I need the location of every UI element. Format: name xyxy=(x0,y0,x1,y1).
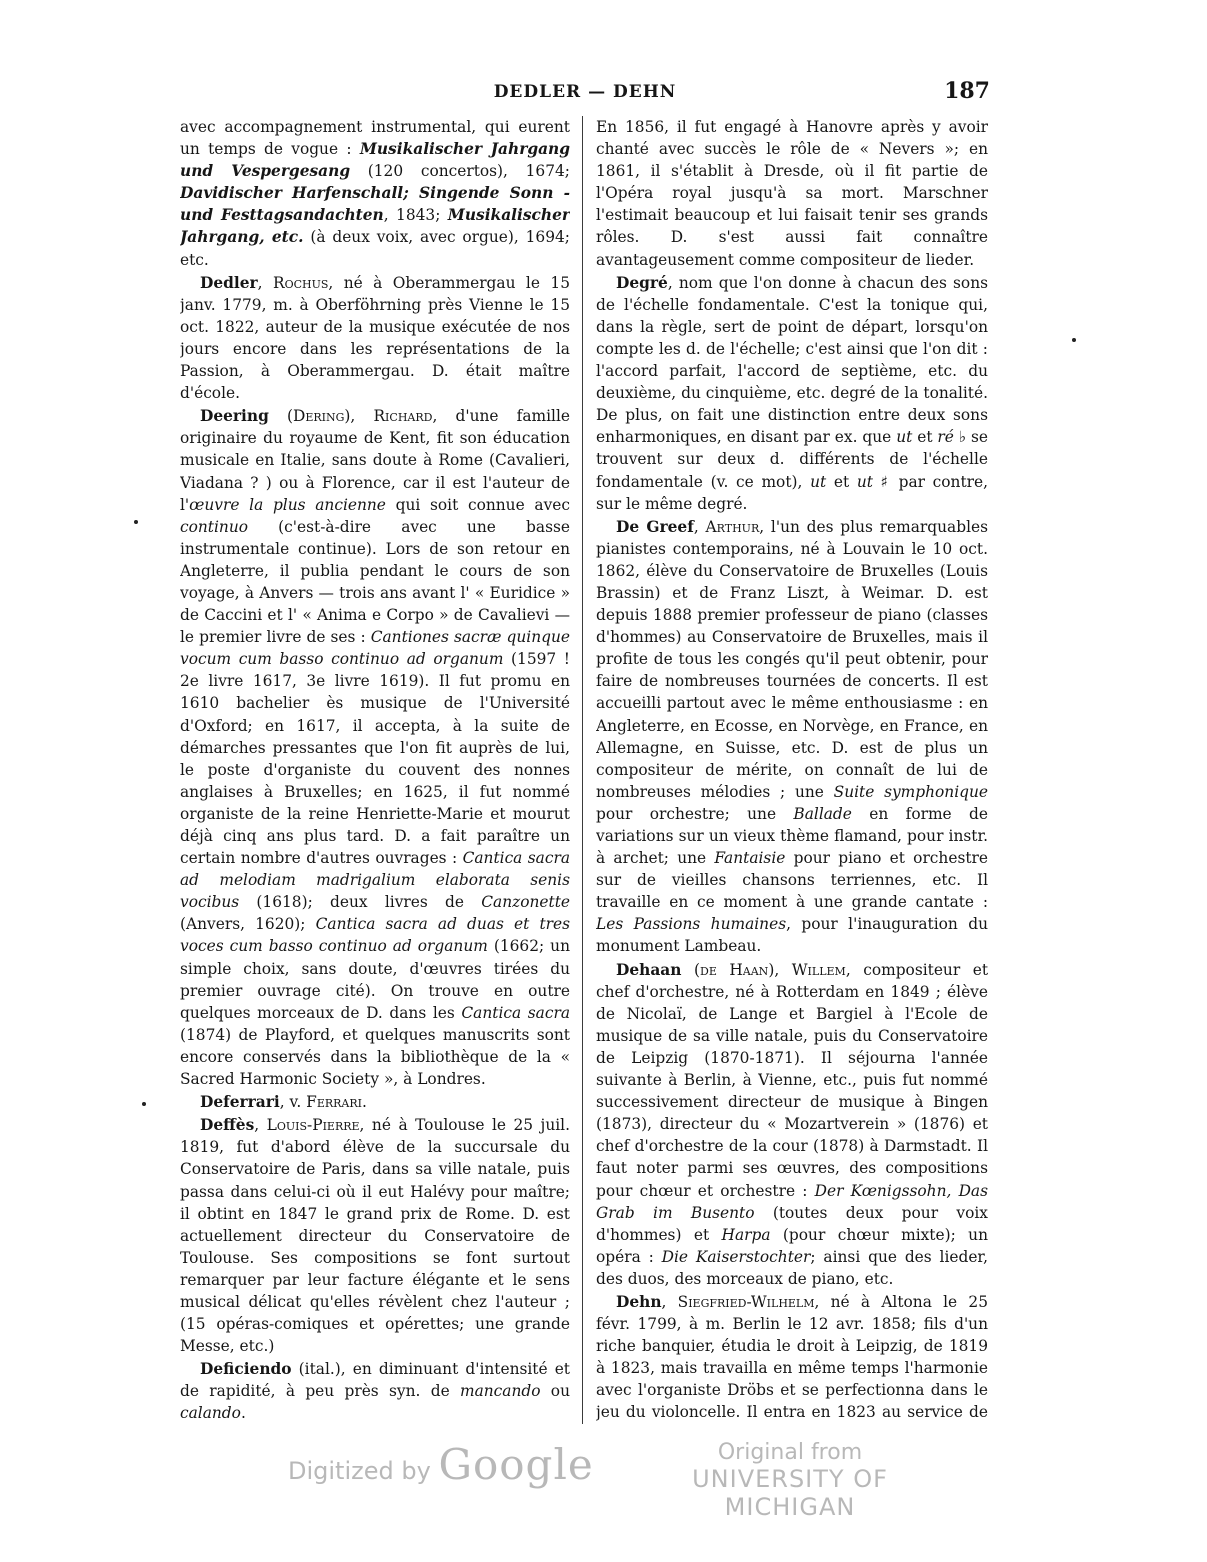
entry-continuation xyxy=(596,116,988,271)
entry-deficiendo xyxy=(180,1358,570,1424)
entry-text: (ital.), en diminuant d'intensité et de rapidité, à peu près syn. de xyxy=(180,1360,570,1401)
entry-text: , nom que l'on donne à chacun des sons de l'échelle fondamentale. C'est la tonique qui, dans la règle, sert de point de départ, lorsqu'on compte les d. de l'échelle; c'est ainsi que l'on dit : l'accord parfait, l'accord de septième, etc. du deuxième, du cinquième, etc. degré de la tonalité. De plus, on fait une distinction entre deux sons enharmoniques, en disant par ex. que xyxy=(596,273,988,447)
entry-text: , né à Oberammergau le 15 janv. 1779, m. à Oberföhrning près Vienne le 15 oct. 1822, auteur de la musique exécutée de nos jours encore dans les représentations de la Passion, à Oberammergau. D. était maître d'école. xyxy=(180,273,570,403)
headword: Dehn xyxy=(616,1292,662,1311)
title-italic: Der Kœnigssohn, Das Grab im Busento xyxy=(596,1181,988,1222)
entry-text: ou xyxy=(540,1382,570,1401)
digitized-by-watermark xyxy=(288,1440,594,1489)
title-italic: Davidischer Harfenschall; Singende Sonn - und Festtagsandachten xyxy=(180,184,570,225)
entry-text: , né à Toulouse le 25 juil. 1819, fut d'abord élève de la succursale du Conservatoire de Paris, dans sa ville natale, puis passa dans celui-ci où il eut Halévy pour maître; il obtint en 1847 le grand prix de Rome. D. est actuellement directeur du Conservatoire de Toulouse. Ses compositions se font surtout remarquer par leur facture élégante et le sens musical délicat qu'elles révèlent chez l'auteur ; (15 opéras-comiques et opérettes; une grande Messe, etc.) xyxy=(180,1116,570,1356)
original-from-watermark xyxy=(660,1440,920,1521)
headword: Degré xyxy=(616,273,668,292)
headword: Dedler xyxy=(200,273,258,292)
entry-text: pour piano et orchestre sur de vieilles chansons terriennes, etc. Il travaille en ce moment à une grande cantate : xyxy=(596,849,988,912)
entry-deering: Deering (Dering), Richard, d'une famille originaire du royaume de Kent, fit son éducation musicale en Italie, sans doute à Rome (Cavalieri, Viadana ? ) ou à Florence, car il est l'auteur de l'œuvre la plus ancienne qui soit connue avec continuo (c'est-à-dire avec une basse instrumentale continue). Lors de son retour en Angleterre, il publia pendant le cours de son voyage, à Anvers — trois ans avant l' « Euridice » de Caccini et l' « Anima e Corpo » de Cavalievi — le premier livre de ses : Cantiones sacræ quinque vocum cum basso continuo ad organum (1597 ! 2e livre 1617, 3e livre 1619). Il fut promu en 1610 bachelier ès musique de l'Université d'Oxford; en 1617, il accepta, à la suite de démarches pressantes que l'on fit auprès de lui, le poste d'organiste du couvent des nonnes anglaises à Bruxelles; en 1625, il fut nommé organiste de la reine Henriette-Marie et mourut déjà cinq ans plus tard. D. a fait paraître un certain nombre d'autres ouvrages : Cantica sacra ad melodiam madrigalium elaborata senis vocibus (1618); deux livres de Canzonette (Anvers, 1620); Cantica sacra ad duas et tres voces cum basso continuo ad organum (1662; un simple choix, sans doute, d'œuvres tirées du premier ouvrage cité). On trouve en outre quelques morceaux de D. dans les Cantica sacra (1874) de Playford, et quelques manuscrits sont encore conservés dans la bibliothèque de la « Sacred Harmonic Society », à Londres. xyxy=(180,407,570,1089)
cross-reference: Ferrari xyxy=(306,1093,362,1112)
entry-dehaan: Dehaan (de Haan), Willem, compositeur et chef d'orchestre, né à Rotterdam en 1849 ; élève de Nicolaï, de Lange et Bargiel à l'Ecole de musique de sa ville natale, puis du Conservatoire de Leipzig (1870-1871). Il séjourna l'année suivante à Berlin, à Vienne, etc., puis fut nommé successivement directeur de musique à Bingen (1873), directeur du « Mozartverein » (1876) et chef d'orchestre de la cour (1878) à Darmstadt. Il faut noter parmi ses œuvres, des compositions pour chœur et orchestre : Der Kœnigssohn, Das Grab im Busento (toutes deux pour voix d'hommes) et Harpa (pour chœur mixte); un opéra : Die Kaiserstochter; ainsi que des lieder, des duos, des morceaux de piano, etc. xyxy=(596,960,988,1288)
entry-text: (c'est-à-dire avec une basse instrumentale continue). Lors de son retour en Angleterre, il publia pendant le cours de son voyage, à Anvers — trois ans avant l' « Euridice » de Caccini et l' « Anima e Corpo » de Cavalievi — le premier livre de ses : xyxy=(180,517,570,647)
headword: Deffès xyxy=(200,1116,255,1135)
scan-speck xyxy=(142,1102,146,1106)
entry-text: , v. xyxy=(279,1093,307,1112)
google-logo: Google xyxy=(438,1440,594,1489)
watermarks xyxy=(0,1430,1207,1521)
entry-text: (toutes deux pour voix d'hommes) et xyxy=(596,1203,988,1244)
entry-text: par contre, sur le même degré. xyxy=(596,472,988,513)
scan-speck xyxy=(134,520,138,524)
digitized-by-text: Digitized by xyxy=(288,1457,431,1485)
given-name: Rochus xyxy=(272,273,329,292)
page-header xyxy=(180,78,990,118)
title-italic: Fantaisie xyxy=(714,849,786,868)
entry-text: , d'une famille originaire du royaume de Kent, fit son éducation musicale en Italie, sans doute à Rome (Cavalieri, Viadana ? ) ou à Florence, car il est l'auteur de l' xyxy=(180,407,570,514)
entry-text: (1662; un simple choix, sans doute, d'œuvres tirées du premier ouvrage cité). On trouve en outre quelques morceaux de D. dans les xyxy=(180,937,570,1022)
headword: Dehaan xyxy=(616,960,682,979)
entry-text: . xyxy=(362,1093,367,1112)
note-italic: ut xyxy=(810,472,827,491)
headword: Deficiendo xyxy=(200,1360,292,1379)
entry-deferrari xyxy=(180,1091,570,1113)
given-name: Richard xyxy=(373,407,433,426)
title-italic: Canzonette xyxy=(481,893,570,912)
entry-text: avec accompagnement instrumental, qui eurent un temps de vogue : xyxy=(180,118,570,159)
title-italic: Cantiones sacræ quinque vocum cum basso continuo ad organum xyxy=(180,628,570,669)
title-italic: Cantica sacra xyxy=(461,1003,570,1022)
column-divider xyxy=(582,116,583,1424)
entry-text: En 1856, il fut engagé à Hanovre après y avoir chanté avec succès le rôle de « Nevers »; en 1861, il s'établit à Dresde, où il fit partie de l'Opéra royal jusqu'à sa mort. Marschner l'estimait beaucoup et lui faisait tenir ses grands rôles. D. s'est aussi fait connaître avantageusement comme compositeur de lieder. xyxy=(596,118,988,269)
headword: Deferrari xyxy=(200,1093,280,1112)
right-column xyxy=(596,116,988,1426)
entry-text: et xyxy=(826,472,857,491)
alt-spelling: de Haan xyxy=(700,960,769,979)
left-column xyxy=(180,116,570,1426)
entry-text: (Anvers, 1620); xyxy=(180,915,316,934)
given-name: Arthur xyxy=(705,517,760,536)
entry-text: (120 concertos), 1674; xyxy=(350,162,570,181)
alt-spelling: Dering xyxy=(293,407,345,426)
title-italic: œuvre la plus ancienne xyxy=(189,495,386,514)
given-name: Siegfried-Wilhelm xyxy=(677,1292,815,1311)
entry-degre xyxy=(596,272,988,515)
given-name: Louis-Pierre xyxy=(266,1116,360,1135)
note-italic: ré ♭ xyxy=(937,428,967,447)
entry-text: en forme de variations sur un vieux thème flamand, pour instr. à archet; une xyxy=(596,804,988,868)
original-from-text: Original from xyxy=(717,1440,863,1465)
entry-text: pour orchestre; une xyxy=(596,804,794,823)
title-italic: Ballade xyxy=(793,804,852,823)
university-text: UNIVERSITY OF MICHIGAN xyxy=(692,1465,888,1521)
term-italic: calando xyxy=(180,1404,241,1423)
title-italic: Musikalischer Jahrgang, etc. xyxy=(180,206,570,247)
title-italic: Cantica sacra ad duas et tres voces cum basso continuo ad organum xyxy=(180,915,570,956)
title-italic: continuo xyxy=(180,517,248,536)
scan-speck xyxy=(1072,338,1076,342)
title-italic: Die Kaiserstochter xyxy=(661,1247,811,1266)
entry-dedler: Dedler, Rochus, né à Oberammergau le 15 janv. 1779, m. à Oberföhrning près Vienne le 15 oct. 1822, auteur de la musique exécutée de nos jours encore dans les représentations de la Passion, à Oberammergau. D. était maître d'école. xyxy=(180,273,570,403)
page-number: 187 xyxy=(944,78,990,104)
title-italic: Cantica sacra ad melodiam madrigalium elaborata senis vocibus xyxy=(180,849,570,912)
note-italic: ut xyxy=(896,428,913,447)
title-italic: Suite symphonique xyxy=(833,782,988,801)
headword: Deering xyxy=(200,407,269,426)
entry-text: , pour l'inauguration du monument Lambeau. xyxy=(596,915,988,956)
entry-text: , compositeur et chef d'orchestre, né à Rotterdam en 1849 ; élève de Nicolaï, de Lange et Bargiel à l'Ecole de musique de sa ville natale, puis du Conservatoire de Leipzig (1870-1871). Il séjourna l'année suivante à Berlin, à Vienne, etc., puis fut nommé successivement directeur de musique à Bingen (1873), directeur du « Mozartverein » (1876) et chef d'orchestre de la cour (1878) à Darmstadt. Il faut noter parmi ses œuvres, des compositions pour chœur et orchestre : xyxy=(596,960,988,1200)
title-italic: Les Passions humaines xyxy=(596,915,787,934)
entry-text: (à deux voix, avec orgue), 1694; etc. xyxy=(180,228,570,269)
entry-text: (1874) de Playford, et quelques manuscrits sont encore conservés dans la bibliothèque de la « Sacred Harmonic Society », à Londres. xyxy=(180,1025,570,1089)
entry-text: qui soit connue avec xyxy=(385,495,570,514)
entry-continuation xyxy=(180,116,570,271)
headword: De Greef xyxy=(616,517,694,536)
entry-text: se trouvent sur deux d. différents de l'échelle fondamentale (v. ce mot), xyxy=(596,428,988,491)
title-italic: Musikalischer Jahrgang und Vespergesang xyxy=(180,140,570,181)
entry-text: (1597 ! 2e livre 1617, 3e livre 1619). Il fut promu en 1610 bachelier ès musique de l'Université d'Oxford; en 1617, il accepta, à la suite de démarches pressantes que l'on fit auprès de lui, le poste d'organiste du couvent des nonnes anglaises à Bruxelles; en 1625, il fut nommé organiste de la reine Henriette-Marie et mourut déjà cinq ans plus tard. D. a fait paraître un certain nombre d'autres ouvrages : xyxy=(180,650,570,868)
given-name: Willem xyxy=(791,960,846,979)
entry-text: et xyxy=(912,428,938,447)
entry-text: ; ainsi que des lieder, des duos, des morceaux de piano, etc. xyxy=(596,1247,988,1288)
note-italic: ut ♯ xyxy=(856,472,891,491)
entry-text: , l'un des plus remarquables pianistes contemporains, né à Louvain le 10 oct. 1862, élève du Conservatoire de Bruxelles (Louis Brassin) et de Franz Liszt, à Weimar. D. est depuis 1888 premier professeur de piano (classes d'hommes) au Conservatoire de Bruxelles, mais il profite de tous les congés qu'il peut obtenir, pour faire de nombreuses tournées de concerts. Il est accueilli partout avec le même enthousiasme : en Angleterre, en Ecosse, en Norvège, en France, en Allemagne, en Suisse, etc. D. est de plus un compositeur de mérite, on connaît de lui de nombreuses mélodies ; une xyxy=(596,517,988,801)
entry-dehn: Dehn, Siegfried-Wilhelm, né à Altona le 25 févr. 1799, à m. Berlin le 12 avr. 1858; fils d'un riche banquier, étudia le droit à Leipzig, de 1819 à 1823, mais travailla en même temps l'harmonie avec l'organiste Dröbs et se perfectionna dans le jeu du violoncelle. Il entra en 1823 au service de xyxy=(596,1291,988,1426)
entry-text: (pour chœur mixte); un opéra : xyxy=(596,1225,988,1266)
entry-de-greef: De Greef, Arthur, l'un des plus remarquables pianistes contemporains, né à Louvain le 10 oct. 1862, élève du Conservatoire de Bruxelles (Louis Brassin) et de Franz Liszt, à Weimar. D. est depuis 1888 premier professeur de piano (classes d'hommes) au Conservatoire de Bruxelles, mais il profite de tous les congés qu'il peut obtenir, pour faire de nombreuses tournées de concerts. Il est accueilli partout avec le même enthousiasme : en Angleterre, en Ecosse, en Norvège, en France, en Allemagne, en Suisse, etc. D. est de plus un compositeur de mérite, on connaît de lui de nombreuses mélodies ; une Suite symphonique pour orchestre; une Ballade en forme de variations sur un vieux thème flamand, pour instr. à archet; une Fantaisie pour piano et orchestre sur de vieilles chansons terriennes, etc. Il travaille en ce moment à une grande cantate : Les Passions humaines, pour l'inauguration du monument Lambeau. xyxy=(596,517,988,956)
title-italic: Harpa xyxy=(721,1225,771,1244)
entry-text: , 1843; xyxy=(383,206,448,225)
entry-deffes: Deffès, Louis-Pierre, né à Toulouse le 25 juil. 1819, fut d'abord élève de la succursale du Conservatoire de Paris, dans sa ville natale, puis passa dans celui-ci où il eut Halévy pour maître; il obtint en 1847 le grand prix de Rome. D. est actuellement directeur du Conservatoire de Toulouse. Ses compositions se font surtout remarquer par leur facture élégante et le sens musical délicat qu'elles révèlent chez l'auteur ; (15 opéras-comiques et opérettes; une grande Messe, etc.) xyxy=(180,1116,570,1356)
entry-text: (1618); deux livres de xyxy=(239,893,482,912)
term-italic: mancando xyxy=(459,1382,541,1401)
running-head: DEDLER — DEHN xyxy=(493,82,677,102)
entry-text: , né à Altona le 25 févr. 1799, à m. Berlin le 12 avr. 1858; fils d'un riche banquier, étudia le droit à Leipzig, de 1819 à 1823, mais travailla en même temps l'harmonie avec l'organiste Dröbs et se perfectionna dans le jeu du violoncelle. Il entra en 1823 au service de xyxy=(596,1292,988,1422)
entry-text: . xyxy=(240,1404,246,1423)
